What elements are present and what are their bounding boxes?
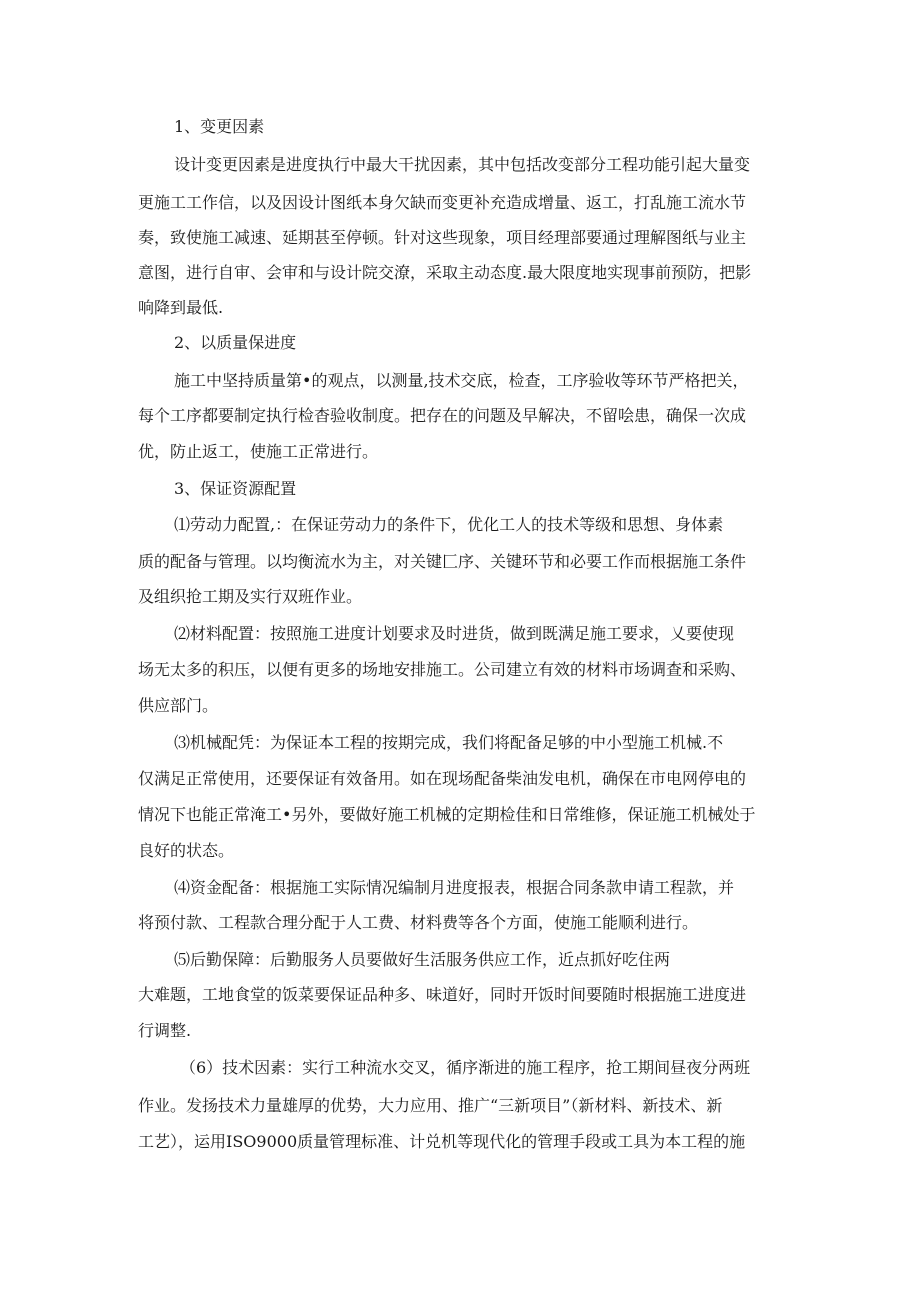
paragraph-line: 及组织抢工期及实行双班作业。 [138,587,363,606]
paragraph-line: 情况下也能正常淹工•另外，要做好施工机械的定期检佳和日常维修，保证施工机械处于 [138,805,756,824]
paragraph-line: 意图，进行自审、会审和与设计院交潦，采取主动态度.最大限度地实现事前预防，把影 [138,263,752,282]
paragraph-line: 场无太多的积压，以便有更多的场地安排施工。公司建立有效的材料市场调查和采购、 [138,660,747,679]
paragraph-line: ⑴劳动力配置,：在保证劳动力的条件下，优化工人的技术等级和思想、身体素 [174,515,724,534]
heading-resource-allocation: 3、保证资源配置 [174,479,297,498]
paragraph-line: 大难题，工地食堂的饭菜要保证品种多、味道好，同时开饭时间要随时根据施工进度进 [138,985,747,1004]
paragraph-line: 质的配备与管理。以均衡流水为主，对关键匚序、关键环节和必要工作而根据施工条件 [138,552,747,571]
heading-change-factors: 1、变更因素 [174,117,265,136]
paragraph-line: ⑶机械配凭：为保证本工程的按期完成，我们将配备足够的中小型施工机械.不 [174,733,724,752]
paragraph-line: 每个工序都要制定执行检杳验收制度。把存在的问题及早解决，不留哙患，确保一次成 [138,406,747,425]
paragraph-line: 施工中坚持质量第•的观点，以测量,技术交底，检查，工序验收等环节严格把关， [174,371,749,390]
paragraph-line: 良好的状态。 [138,841,235,860]
paragraph-line: 优，防止返工，使施工正常进行。 [138,442,379,461]
heading-quality-progress: 2、以质量保进度 [174,333,297,352]
paragraph-line: 供应部门。 [138,696,219,715]
paragraph-line: ⑷资金配备：根据施工实际情况编制月进度报表，根据合同条款申请工程款，并 [174,878,735,897]
paragraph-line: 响降到最低. [138,298,224,317]
paragraph-line: （6）技术因素：实行工种流水交叉，循序渐进的施工程序，抢工期间昼夜分两班 [180,1058,751,1077]
paragraph-line: ⑵材料配置：按照施工进度计划要求及时进货，做到既满足施工要求，乂要使现 [174,624,735,643]
paragraph-line: 工艺），运用ISO9000质量管理标准、计兑机等现代化的管理手段或工具为本工程的施 [138,1132,746,1151]
paragraph-line: 将预付款、工程款合理分配于人工费、材料费等各个方面，使施工能顺利进行。 [138,913,699,932]
paragraph-line: 作业。发扬技术力量雄厚的优势，大力应用、推广“三新项目”（新材料、新技术、新 [138,1096,723,1115]
paragraph-line: 奏，致使施工减速、延期甚至停顿。针对这些现象，项目经理部要通过理解图纸与业主 [138,228,747,247]
paragraph-line: 更施工工作信，以及因设计图纸本身欠缺而变更补充造成增量、返工，打乱施工流水节 [138,193,747,212]
paragraph-line: ⑸后勤保障：后勤服务人员要做好生活服务供应工作，近点抓好吃住两 [174,950,671,969]
paragraph-line: 行调整. [138,1021,192,1040]
paragraph-line: 仅满足正常使用，还要保证有效备用。如在现场配备柴油发电机，确保在市电网停电的 [138,769,747,788]
paragraph-line: 设计变更因素是进度执行中最大干扰因素，其中包括改变部分工程功能引起大量变 [174,155,751,174]
